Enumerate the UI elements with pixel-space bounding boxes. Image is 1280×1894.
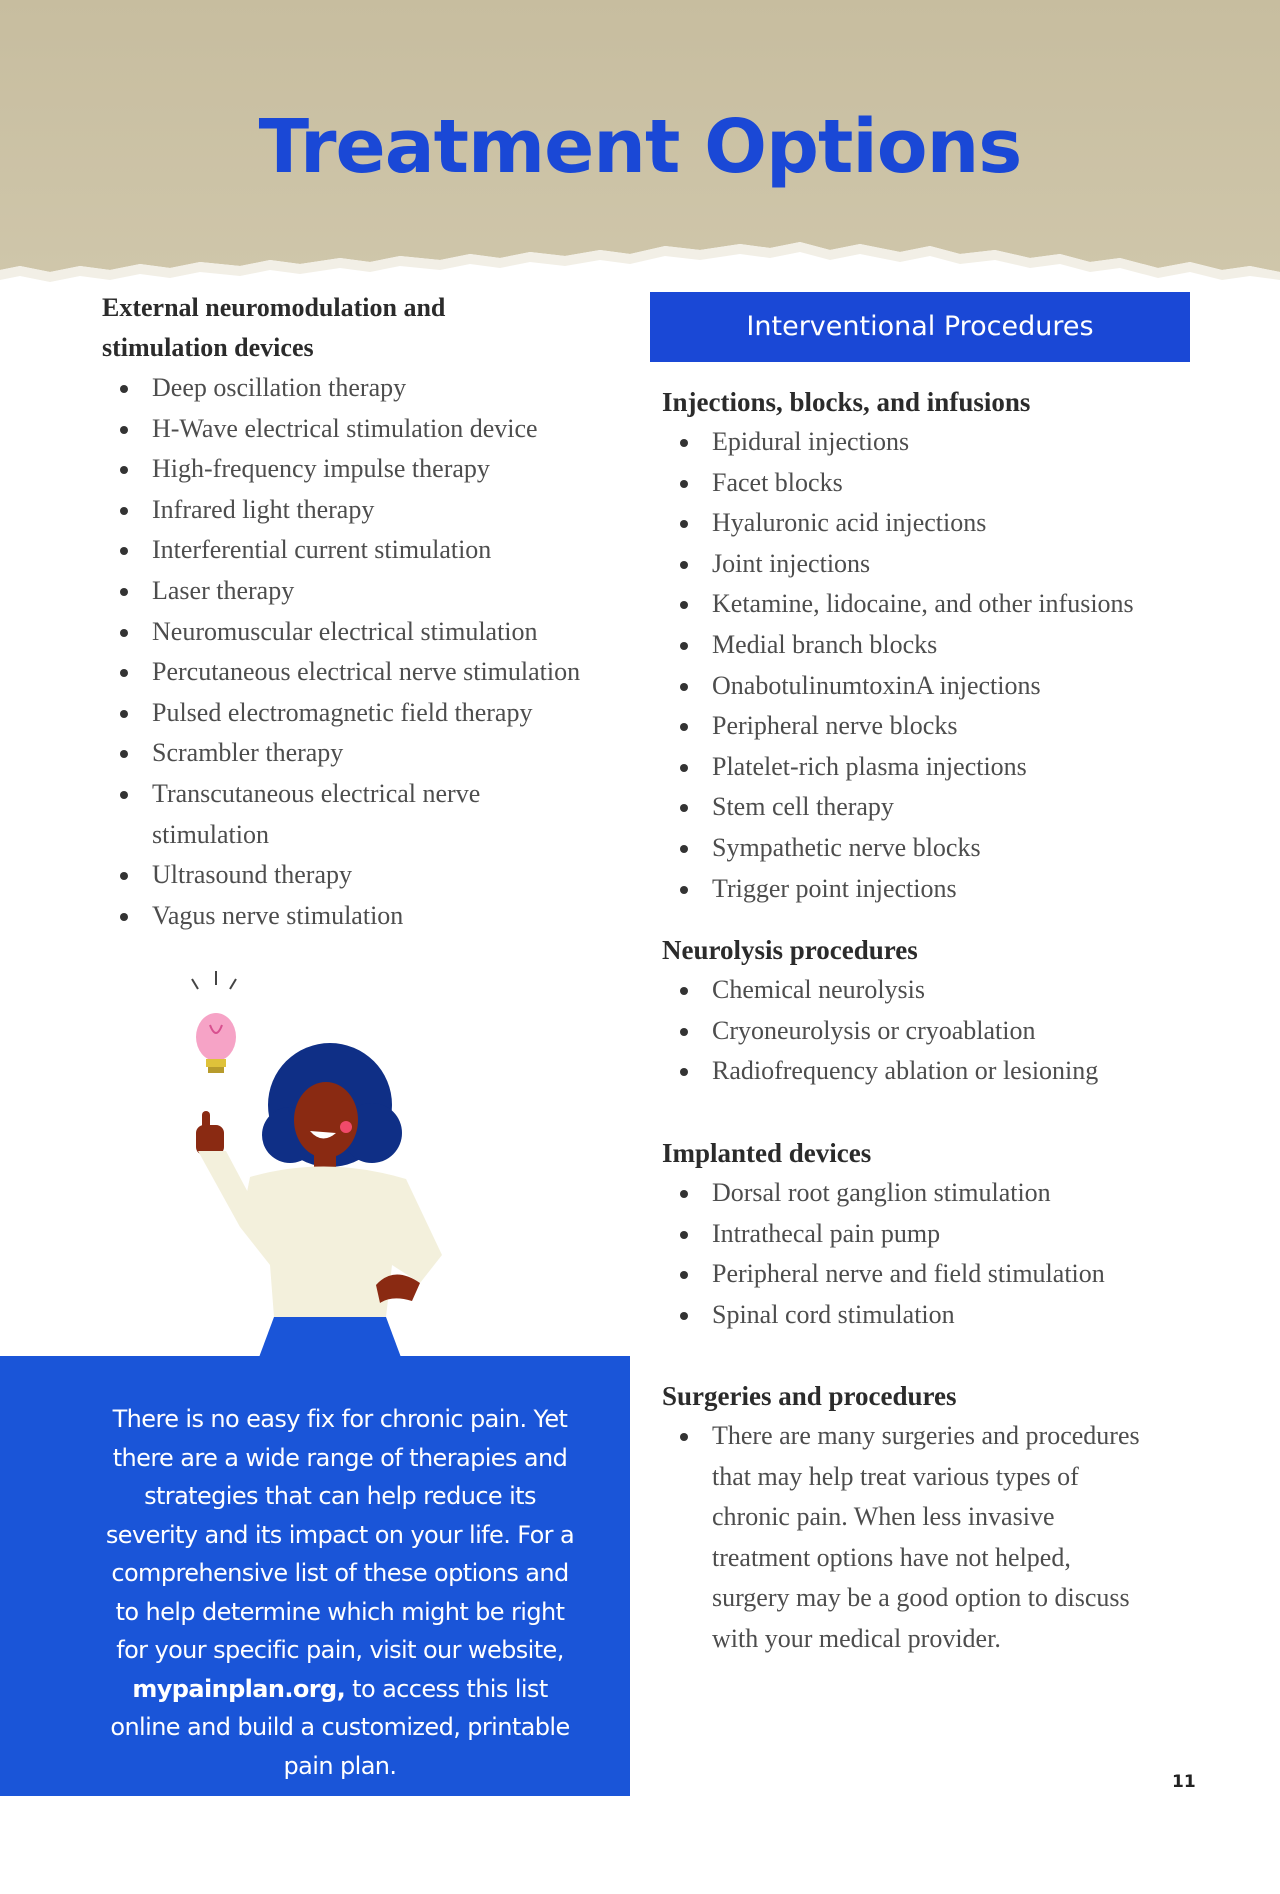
list-item: Dorsal root ganglion stimulation [662,1173,1202,1214]
page-title: Treatment Options [258,104,1022,190]
list-item: There are many surgeries and procedures that may help treat various types of chronic pain. When less invasive treatment options have not helped, surgery may be a good option to discuss with your medical provider. [662,1416,1152,1660]
list-item: Cryoneurolysis or cryoablation [662,1011,1202,1052]
list-item: OnabotulinumtoxinA injections [662,666,1202,707]
list-item: Vagus nerve stimulation [102,896,642,937]
neurolysis-section [662,930,1202,1092]
implanted-list [662,1173,1202,1335]
list-item: Trigger point injections [662,869,1202,910]
list-item: Neuromuscular electrical stimulation [102,612,642,653]
list-item: H-Wave electrical stimulation device [102,409,642,450]
callout-box [0,1356,630,1796]
callout-text-main: There is no easy fix for chronic pain. Yet there are a wide range of therapies and strategies that can help reduce its severity and its impact on your life. For a comprehensive list of these options and to help determine which might be right for your specific pain, visit our website, [105,1405,575,1664]
list-item: Hyaluronic acid injections [662,503,1202,544]
list-item: Transcutaneous electrical nerve stimulation [102,774,572,855]
page-number: 11 [1172,1772,1196,1792]
injections-section [662,382,1202,909]
list-item: Facet blocks [662,463,1202,504]
list-item: Ketamine, lidocaine, and other infusions [662,584,1202,625]
list-item: Ultrasound therapy [102,855,642,896]
list-item: Joint injections [662,544,1202,585]
injections-list [662,422,1202,909]
list-item: Interferential current stimulation [102,530,642,571]
list-item: Sympathetic nerve blocks [662,828,1202,869]
implanted-heading: Implanted devices [662,1138,872,1168]
list-item: Radiofrequency ablation or lesioning [662,1051,1202,1092]
external-devices-section [102,288,642,936]
list-item: Percutaneous electrical nerve stimulation [102,652,642,693]
list-item: Infrared light therapy [102,490,642,531]
list-item: Stem cell therapy [662,787,1202,828]
injections-heading: Injections, blocks, and infusions [662,387,1031,417]
list-item: Pulsed electromagnetic field therapy [102,693,642,734]
external-devices-list [102,368,642,936]
neurolysis-heading: Neurolysis procedures [662,935,918,965]
website-link[interactable]: mypainplan.org, [132,1674,346,1703]
list-item: Platelet-rich plasma injections [662,747,1202,788]
list-item: Peripheral nerve blocks [662,706,1202,747]
external-devices-heading [102,288,642,368]
heading-line-1: External neuromodulation and [102,293,446,322]
list-item: Epidural injections [662,422,1202,463]
list-item: Deep oscillation therapy [102,368,642,409]
list-item: Peripheral nerve and field stimulation [662,1254,1202,1295]
heading-line-2: stimulation devices [102,333,314,362]
list-item: Scrambler therapy [102,733,642,774]
surgeries-section [662,1376,1202,1660]
surgeries-list [662,1416,1202,1660]
surgeries-heading: Surgeries and procedures [662,1381,957,1411]
list-item: Medial branch blocks [662,625,1202,666]
list-item: Chemical neurolysis [662,970,1202,1011]
list-item: Spinal cord stimulation [662,1295,1202,1336]
list-item: High-frequency impulse therapy [102,449,642,490]
list-item: Intrathecal pain pump [662,1214,1202,1255]
lightbulb-idea-icon [180,965,510,1360]
callout-text [100,1400,580,1785]
neurolysis-list [662,970,1202,1092]
callout-text-end: to access this list online and build a customized, printable pain plan. [110,1674,570,1780]
interventional-banner: Interventional Procedures [650,292,1190,362]
implanted-section [662,1133,1202,1335]
list-item: Laser therapy [102,571,642,612]
